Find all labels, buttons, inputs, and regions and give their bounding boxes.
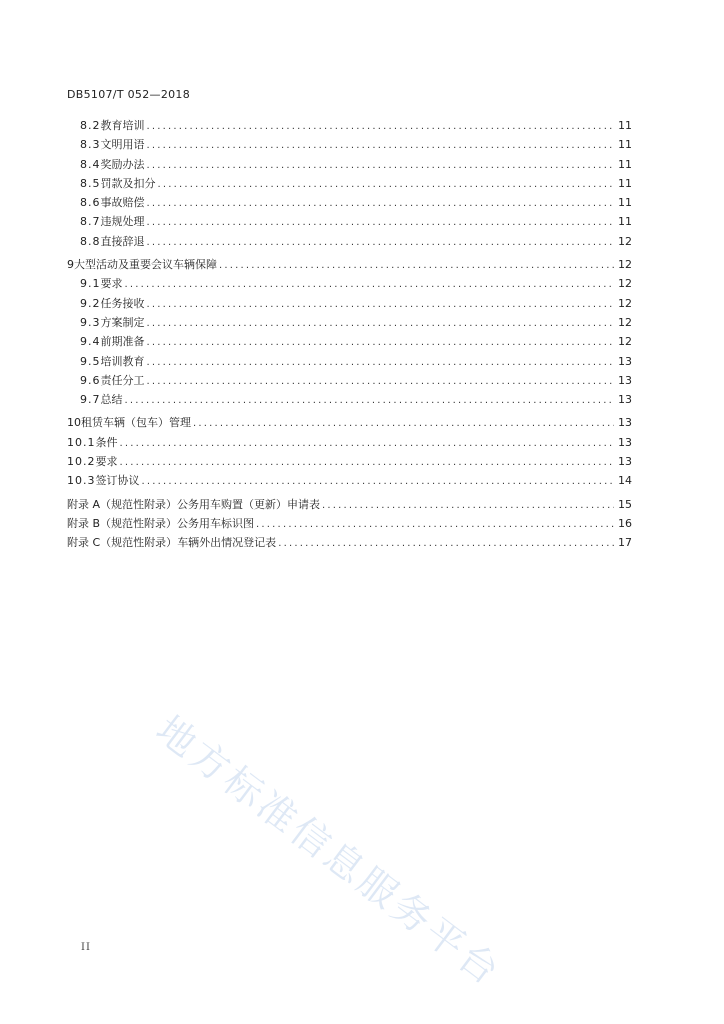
- toc-entry[interactable]: [67, 372, 632, 391]
- toc-entry[interactable]: [67, 496, 632, 515]
- toc-entry-page: 11: [618, 119, 632, 132]
- toc-entry[interactable]: [67, 353, 632, 372]
- toc-entry-page: 13: [618, 393, 632, 407]
- toc-entry-title: 文明用语: [100, 138, 145, 152]
- toc-entry[interactable]: [67, 175, 632, 194]
- page-number: II: [81, 942, 91, 953]
- toc-entry-page: 13: [618, 373, 632, 387]
- toc-leader-dots: [147, 299, 615, 310]
- toc-entry[interactable]: [67, 275, 632, 294]
- toc-entry[interactable]: [67, 414, 632, 433]
- toc-leader-dots: [256, 519, 614, 530]
- toc-leader-dots: [147, 337, 615, 348]
- toc-entry[interactable]: [67, 391, 632, 410]
- toc-entry-number: 10.1: [67, 435, 96, 449]
- toc-entry[interactable]: [67, 333, 632, 352]
- toc-entry-page: 11: [618, 215, 632, 229]
- toc-entry-number: 8.2: [80, 119, 101, 132]
- toc-entry-title: 条件: [95, 435, 118, 449]
- toc-entry-title: 奖励办法: [100, 157, 145, 171]
- toc-entry-number: 10: [67, 416, 81, 430]
- toc-leader-dots: [219, 260, 614, 271]
- toc-entry-page: 12: [618, 277, 632, 291]
- toc-leader-dots: [147, 121, 615, 132]
- toc-entry-title: 前期准备: [100, 335, 145, 349]
- toc-entry-page: 11: [618, 138, 632, 152]
- toc-entry-title: 公务用车标识图: [177, 516, 255, 530]
- toc-entry-page: 16: [618, 516, 632, 530]
- toc-entry-page: 17: [618, 536, 632, 550]
- toc-entry-page: 15: [618, 497, 632, 511]
- toc-entry[interactable]: [67, 434, 632, 453]
- toc-entry[interactable]: [67, 213, 632, 232]
- toc-leader-dots: [278, 538, 614, 549]
- watermark: 地方标准信息服务平台: [148, 707, 511, 996]
- toc-entry-page: 13: [618, 416, 632, 430]
- toc-entry[interactable]: [67, 295, 632, 314]
- toc-entry-number: 9.1: [80, 277, 101, 291]
- toc-entry-title: 违规处理: [100, 215, 145, 229]
- toc-entry-number: 附录 C（规范性附录）: [67, 536, 178, 550]
- toc-entry-number: 附录 A（规范性附录）: [67, 497, 178, 511]
- toc-entry-number: 9.2: [80, 296, 101, 310]
- toc-leader-dots: [147, 198, 615, 209]
- toc-entry[interactable]: [67, 136, 632, 155]
- toc-entry-page: 13: [618, 354, 632, 368]
- toc-entry[interactable]: [67, 314, 632, 333]
- toc-entry-page: 12: [618, 258, 632, 272]
- toc-entry-page: 11: [618, 196, 632, 210]
- toc-entry-title: 任务接收: [100, 296, 145, 310]
- toc-entry-title: 总结: [100, 393, 123, 407]
- toc-entry-number: 附录 B（规范性附录）: [67, 516, 178, 530]
- toc-entry-title: 方案制定: [100, 315, 145, 329]
- toc-entry-number: 8.7: [80, 215, 101, 229]
- toc-leader-dots: [147, 140, 615, 151]
- toc-entry[interactable]: [67, 156, 632, 175]
- toc-leader-dots: [322, 500, 614, 511]
- toc-entry-title: 公务用车购置（更新）申请表: [177, 497, 321, 511]
- document-code: DB5107/T 052—2018: [67, 88, 191, 101]
- toc-leader-dots: [147, 318, 615, 329]
- toc-entry-number: 9: [67, 258, 74, 272]
- toc-entry-page: 12: [618, 315, 632, 329]
- toc-entry-page: 11: [618, 176, 632, 190]
- toc-leader-dots: [142, 476, 615, 487]
- toc-entry-page: 12: [618, 234, 632, 248]
- toc-entry-number: 9.5: [80, 354, 101, 368]
- toc-entry[interactable]: [67, 194, 632, 213]
- toc-entry-title: 直接辞退: [100, 234, 145, 248]
- toc-entry-number: 10.2: [67, 455, 96, 469]
- toc-entry-title: 要求: [100, 277, 123, 291]
- toc-entry-title: 车辆外出情况登记表: [177, 536, 277, 550]
- toc-entry-number: 8.3: [80, 138, 101, 152]
- toc-entry[interactable]: [67, 256, 632, 275]
- toc-leader-dots: [193, 418, 614, 429]
- toc-entry-page: 12: [618, 296, 632, 310]
- toc-leader-dots: [125, 279, 615, 290]
- toc-entry-number: 9.6: [80, 373, 101, 387]
- toc-entry[interactable]: [67, 534, 632, 553]
- toc-entry-title: 培训教育: [100, 354, 145, 368]
- toc-entry-page: 13: [618, 455, 632, 469]
- toc-entry-title: 要求: [95, 455, 118, 469]
- toc-entry-page: 14: [618, 474, 632, 488]
- toc-entry-number: 9.4: [80, 335, 101, 349]
- toc-entry-title: 事故赔偿: [100, 196, 145, 210]
- toc-entry[interactable]: [67, 515, 632, 534]
- toc-entry-page: 13: [618, 435, 632, 449]
- toc-entry[interactable]: [67, 472, 632, 491]
- toc-entry-page: 12: [618, 335, 632, 349]
- toc-entry-title: 租赁车辆（包车）管理: [81, 416, 191, 430]
- toc-entry-number: 8.4: [80, 157, 101, 171]
- toc-leader-dots: [120, 438, 615, 449]
- toc-entry[interactable]: [67, 453, 632, 472]
- toc-entry-number: 9.3: [80, 315, 101, 329]
- toc-leader-dots: [147, 160, 615, 171]
- toc-entry-title: 大型活动及重要会议车辆保障: [74, 258, 217, 272]
- toc-leader-dots: [147, 376, 615, 387]
- toc-leader-dots: [158, 179, 615, 190]
- toc-entry-title: 罚款及扣分: [100, 176, 156, 190]
- toc-entry-number: 9.7: [80, 393, 101, 407]
- toc-entry-title: 教育培训: [100, 119, 145, 132]
- toc-leader-dots: [147, 217, 615, 228]
- toc-entry-title: 签订协议: [95, 474, 140, 488]
- toc-entry-number: 10.3: [67, 474, 96, 488]
- toc-entry-number: 8.8: [80, 234, 101, 248]
- toc-entry[interactable]: [67, 117, 632, 136]
- toc-entry-page: 11: [618, 157, 632, 171]
- toc-entry-number: 8.6: [80, 196, 101, 210]
- toc-leader-dots: [147, 237, 615, 248]
- toc-leader-dots: [120, 457, 615, 468]
- toc-entry-title: 责任分工: [100, 373, 145, 387]
- toc-entry-number: 8.5: [80, 176, 101, 190]
- table-of-contents: [67, 117, 632, 554]
- toc-leader-dots: [147, 357, 615, 368]
- toc-entry[interactable]: [67, 233, 632, 252]
- toc-leader-dots: [125, 395, 615, 406]
